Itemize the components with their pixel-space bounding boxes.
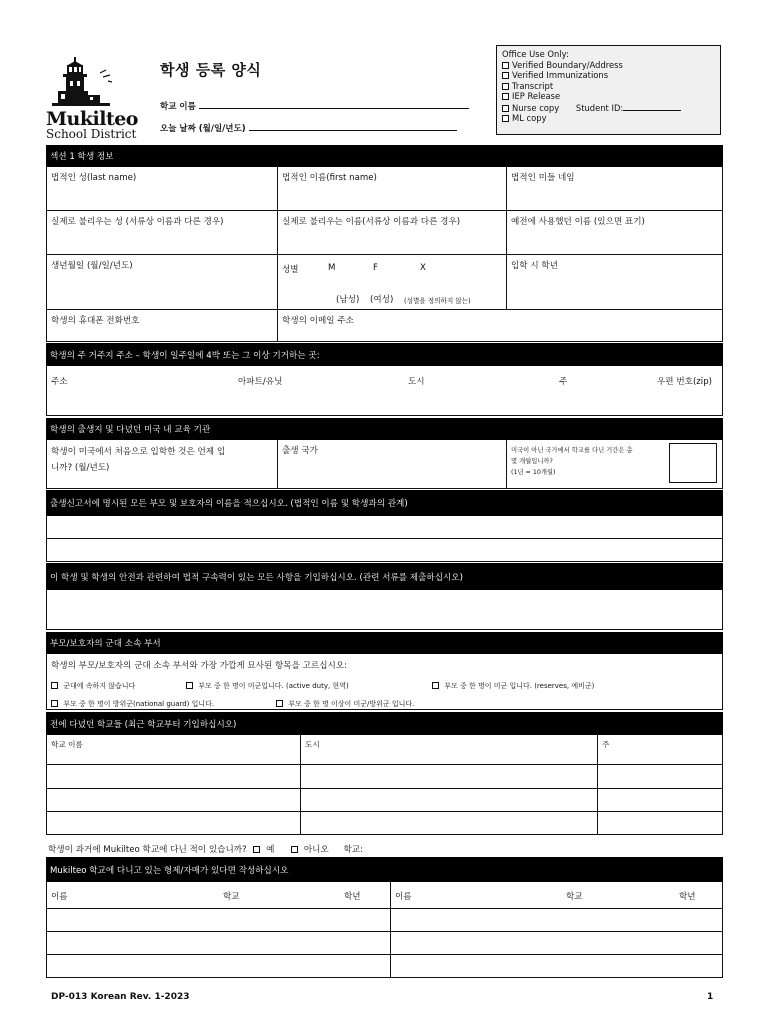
sibling-cols-left (47, 882, 390, 908)
school-row-1[interactable] (46, 765, 723, 789)
col-sibling-name: 이름 (51, 892, 68, 902)
sibling-row-3[interactable] (46, 955, 723, 978)
office-item-ml: ML copy (502, 113, 715, 124)
parents-header: 출생신고서에 명시된 모든 부모 및 보호자의 이름을 적으십시오. (법적인 이름 및 학생과의 관계) (46, 490, 723, 516)
school-name-field[interactable] (160, 99, 469, 112)
attended-no-checkbox[interactable] (291, 846, 298, 853)
legal-header: 이 학생 및 학생의 안전과 관련하여 법적 구속력이 있는 모든 사항을 기입하십시오. (관련 서류를 제출하십시오) (46, 563, 723, 590)
military-opt-active[interactable]: 부모 중 한 명이 미군입니다. (active duty, 현역) (186, 681, 349, 691)
checkbox-icon[interactable] (502, 72, 509, 79)
checkbox-icon[interactable] (502, 93, 509, 100)
siblings-header: Mukilteo 학교에 다니고 있는 형제/자매가 있다면 작성하십시오 (46, 857, 723, 882)
checkbox-icon[interactable] (502, 62, 509, 69)
legal-first-name-field[interactable] (277, 167, 506, 210)
first-us-entry-label: 학생이 미국에서 처음으로 입학한 것은 언제 입 (51, 447, 226, 457)
birthplace-row (46, 440, 723, 489)
office-item-immunizations: Verified Immunizations (502, 70, 715, 81)
military-header: 부모/보호자의 군대 소속 부서 (46, 632, 723, 654)
section1-header: 섹션 1 학생 정보 (46, 145, 723, 167)
birth-country-field[interactable] (277, 440, 506, 488)
email-field[interactable] (277, 310, 722, 341)
dob-label: 생년월일 (월/일/년도) (51, 261, 133, 271)
office-title: Office Use Only: (502, 49, 569, 59)
gender-f-option[interactable]: F (373, 263, 378, 273)
school-row-2[interactable] (46, 789, 723, 812)
first-us-entry-field[interactable] (47, 440, 277, 488)
form-code: DP-013 Korean Rev. 1-2023 (51, 992, 190, 1002)
checkbox-icon[interactable] (276, 700, 283, 707)
today-date-label: 오늘 날짜 (월/일/년도) (160, 124, 246, 134)
office-item-iep: IEP Release (502, 91, 715, 102)
school-name-label: 학교 이름 (160, 102, 196, 112)
sibling-cols-right (390, 882, 722, 908)
checkbox-icon[interactable] (502, 115, 509, 122)
legal-middle-name-field[interactable] (506, 167, 722, 210)
months-abroad-input[interactable] (669, 443, 717, 483)
today-date-line[interactable] (249, 121, 457, 131)
months-abroad-label: 미국이 아닌 국가에서 학교를 다닌 기간은 총 (511, 447, 633, 454)
called-first-name-label: 실제로 불리우는 이름(서류상 이름과 다른 경우) (282, 217, 461, 227)
checkbox-icon[interactable] (502, 105, 509, 112)
military-opt-reserves[interactable]: 부모 중 한 명이 미군 입니다. (reserves, 예비군) (432, 681, 594, 691)
district-subtitle: School District (46, 127, 137, 141)
apt-label: 아파트/유닛 (238, 377, 283, 387)
cell-phone-field[interactable] (47, 310, 277, 341)
office-item-transcript: Transcript (502, 81, 715, 92)
col-sibling-school-2: 학교 (566, 892, 583, 902)
legal-last-name-label: 법적인 성(last name) (51, 173, 137, 183)
page-number: 1 (707, 992, 714, 1002)
grade-entry-label: 입학 시 학년 (511, 261, 558, 271)
sibling-row-1[interactable] (46, 909, 723, 932)
checkbox-icon[interactable] (432, 682, 439, 689)
previous-name-label: 예전에 사용했던 이름 (있으면 표기) (511, 217, 645, 227)
checkbox-icon[interactable] (502, 83, 509, 90)
office-item-nurse: Nurse copy Student ID: (502, 102, 715, 114)
checkbox-icon[interactable] (51, 700, 58, 707)
called-last-name-field[interactable] (47, 211, 277, 254)
attended-no-label: 아니오 (303, 845, 329, 855)
col-school-name: 학교 이름 (51, 740, 83, 749)
schools-header-row (46, 735, 723, 765)
checkbox-icon[interactable] (186, 682, 193, 689)
mukilteo-attended-question: 학생이 과거에 Mukilteo 학교에 다닌 적이 있습니까? 예 아니오 학교: (48, 845, 363, 855)
today-date-field[interactable] (160, 121, 457, 134)
first-us-entry-label-2: 니까? (월/년도) (51, 463, 110, 473)
email-label: 학생의 이메일 주소 (282, 316, 354, 326)
siblings-header-row (46, 882, 723, 909)
gender-f-korean: (여성) (370, 295, 394, 305)
military-prompt: 학생의 부모/보호자의 군대 소속 부서와 가장 가깝게 묘사된 항목을 고르십시오: (51, 661, 348, 671)
gender-label: 성별 (282, 265, 299, 275)
district-name: Mukilteo (46, 108, 138, 130)
contact-row (46, 310, 723, 342)
birth-country-label: 출생 국가 (282, 446, 318, 456)
legal-first-name-label: 법적인 이름(first name) (282, 173, 377, 183)
months-abroad-label-2: 몇 개월입니까? (511, 458, 553, 465)
gender-x-option[interactable]: X (420, 263, 426, 273)
dob-gender-row (46, 255, 723, 310)
military-opt-multiple[interactable]: 부모 중 한 명 이상이 미군/방위군 입니다. (276, 699, 414, 709)
called-first-name-field[interactable] (277, 211, 506, 254)
months-abroad-field (506, 440, 722, 488)
office-use-box (496, 45, 721, 135)
military-opt-guard[interactable]: 부모 중 한 명이 방위군(national guard) 입니다. (51, 699, 214, 709)
gender-m-korean: (남성) (336, 295, 360, 305)
military-options (46, 654, 723, 710)
months-abroad-note: (1년 = 10개월) (511, 469, 556, 476)
col-sibling-school: 학교 (223, 892, 240, 902)
birthplace-header: 학생의 출생지 및 다녔던 미국 내 교육 기관 (46, 418, 723, 440)
col-sibling-name-2: 이름 (395, 892, 412, 902)
gender-m-option[interactable]: M (328, 263, 336, 273)
col-sibling-grade: 학년 (344, 892, 361, 902)
student-id-label: Student ID: (575, 102, 624, 113)
col-city: 도시 (300, 735, 597, 764)
parent-line-2[interactable] (46, 539, 723, 562)
schools-header: 전에 다녔던 학교들 (최근 학교부터 기입하십시오) (46, 712, 723, 735)
checkbox-icon[interactable] (51, 682, 58, 689)
legal-name-row (46, 167, 723, 211)
zip-label: 우편 번호(zip) (657, 377, 712, 387)
city-label: 도시 (408, 377, 425, 387)
legal-last-name-field[interactable] (47, 167, 277, 210)
called-name-row (46, 211, 723, 255)
legal-middle-name-label: 법적인 미들 네임 (511, 173, 575, 183)
attended-school-label: 학교: (343, 845, 363, 855)
school-row-3[interactable] (46, 812, 723, 835)
office-item-boundary: Verified Boundary/Address (502, 60, 715, 71)
dob-field[interactable] (47, 255, 277, 309)
sibling-row-2[interactable] (46, 932, 723, 955)
address-header: 학생의 주 거주지 주소 – 학생이 일주일에 4박 또는 그 이상 기거하는 곳: (46, 343, 723, 366)
address-row[interactable] (46, 366, 723, 416)
student-id-line[interactable] (623, 102, 681, 111)
col-state: 주 (597, 735, 722, 764)
gender-x-korean: (성별을 정의하지 않는) (404, 297, 471, 305)
school-name-line[interactable] (199, 99, 469, 109)
gender-field[interactable] (277, 255, 506, 309)
attended-yes-checkbox[interactable] (253, 846, 260, 853)
legal-input-area[interactable] (46, 590, 723, 630)
attended-yes-label: 예 (266, 845, 275, 855)
cell-phone-label: 학생의 휴대폰 전화번호 (51, 316, 140, 326)
grade-entry-field[interactable] (506, 255, 722, 309)
previous-name-field[interactable] (506, 211, 722, 254)
street-label: 주소 (51, 377, 68, 387)
col-sibling-grade-2: 학년 (679, 892, 696, 902)
state-label: 주 (559, 377, 568, 387)
parent-line-1[interactable] (46, 516, 723, 539)
form-title: 학생 등록 양식 (160, 61, 262, 79)
called-last-name-label: 실제로 불리우는 성 (서류상 이름과 다른 경우) (51, 217, 224, 227)
military-opt-none[interactable]: 군대에 속하지 않습니다 (51, 681, 135, 691)
